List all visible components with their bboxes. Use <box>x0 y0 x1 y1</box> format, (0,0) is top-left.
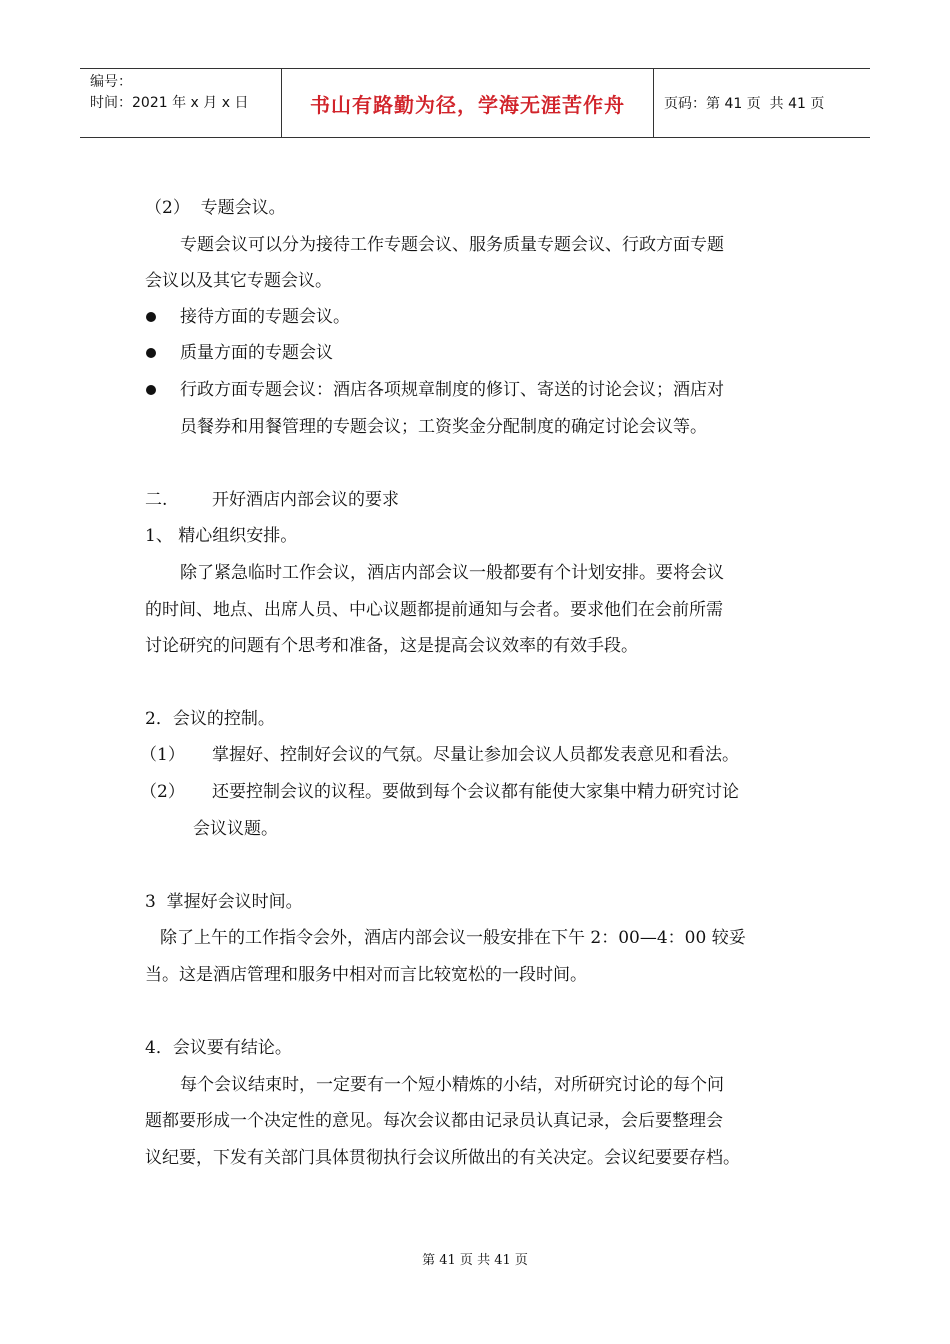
paragraph-line: 题都要形成一个决定性的意见。每次会议都由记录员认真记录，会后要整理会 <box>145 1111 723 1131</box>
number-label: 编号： <box>90 74 132 90</box>
list-item: 还要控制会议的议程。要做到每个会议都有能使大家集中精力研究讨论 <box>212 782 739 802</box>
time-label: 时间： <box>90 95 132 111</box>
bullet-icon <box>146 348 156 358</box>
bullet-item: 质量方面的专题会议 <box>180 343 333 363</box>
paragraph-line: 专题会议可以分为接待工作专题会议、服务质量专题会议、行政方面专题 <box>180 235 724 255</box>
paragraph-line: 当。这是酒店管理和服务中相对而言比较宽松的一段时间。 <box>145 965 587 985</box>
bullet-icon <box>146 385 156 395</box>
paragraph-line: 除了紧急临时工作会议，酒店内部会议一般都要有个计划安排。要将会议 <box>180 563 724 583</box>
section-title: 开好酒店内部会议的要求 <box>212 490 399 510</box>
document-header <box>80 68 870 138</box>
paragraph-line: 的时间、地点、出席人员、中心议题都提前通知与会者。要求他们在会前所需 <box>145 600 723 620</box>
subsection-heading: （2） 专题会议。 <box>145 198 286 218</box>
subsection-heading: 1、 精心组织安排。 <box>145 526 298 546</box>
paragraph-line: 会议以及其它专题会议。 <box>145 271 332 291</box>
subsection-heading: 3 掌握好会议时间。 <box>145 892 303 912</box>
bullet-icon <box>146 312 156 322</box>
page-footer: 第 41 页 共 41 页 <box>422 1253 528 1268</box>
list-number: （1） <box>140 745 185 765</box>
header-motto-cell <box>282 69 654 137</box>
bullet-item: 接待方面的专题会议。 <box>180 307 350 327</box>
section-number: 二. <box>145 490 168 510</box>
paragraph-line: 讨论研究的问题有个思考和准备，这是提高会议效率的有效手段。 <box>145 636 638 656</box>
paragraph-line: 每个会议结束时，一定要有一个短小精炼的小结，对所研究讨论的每个问 <box>180 1075 724 1095</box>
subsection-heading: 4．会议要有结论。 <box>145 1038 292 1058</box>
motto-text: 书山有路勤为径，学海无涯苦作舟 <box>310 92 625 117</box>
list-item-continued: 会议议题。 <box>193 819 278 839</box>
bullet-item-continued: 员餐券和用餐管理的专题会议；工资奖金分配制度的确定讨论会议等。 <box>180 417 707 437</box>
paragraph-line: 除了上午的工作指令会外，酒店内部会议一般安排在下午 2：00—4：00 较妥 <box>160 928 746 948</box>
header-meta <box>80 69 282 137</box>
bullet-item: 行政方面专题会议：酒店各项规章制度的修订、寄送的讨论会议；酒店对 <box>180 380 724 400</box>
paragraph-line: 议纪要，下发有关部门具体贯彻执行会议所做出的有关决定。会议纪要要存档。 <box>145 1148 740 1168</box>
time-row <box>90 93 281 114</box>
time-value: 2021 年 x 月 x 日 <box>132 95 249 111</box>
header-page-cell <box>654 69 870 137</box>
subsection-heading: 2．会议的控制。 <box>145 709 275 729</box>
list-item: 掌握好、控制好会议的气氛。尽量让参加会议人员都发表意见和看法。 <box>212 745 739 765</box>
list-number: （2） <box>140 782 185 802</box>
page-label: 页码：第 41 页 共 41 页 <box>664 96 825 112</box>
